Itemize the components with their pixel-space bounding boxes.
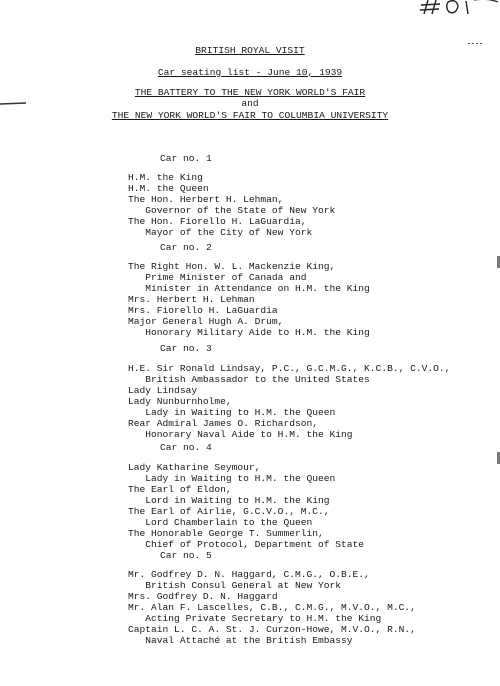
passenger-line: Lady Nunburnholme, [128, 396, 232, 407]
passenger-line: Lady in Waiting to H.M. the Queen [128, 473, 336, 484]
passenger-line: Mr. Godfrey D. N. Haggard, C.M.G., O.B.E., [128, 569, 370, 580]
passenger-line: Mayor of the City of New York [128, 227, 313, 238]
car-label: Car no. 1 [160, 153, 212, 164]
car-label: Car no. 5 [160, 550, 212, 561]
passenger-line: Chief of Protocol, Department of State [128, 539, 365, 550]
document-subtitle: Car seating list - June 10, 1939 [157, 67, 343, 78]
passenger-line: H.M. the Queen [128, 183, 209, 194]
route-conjunction: and [241, 98, 259, 109]
passenger-line: Mrs. Fiorello H. LaGuardia [128, 305, 278, 316]
passenger-line: Naval Attaché at the British Embassy [128, 635, 353, 646]
route-heading-2: THE NEW YORK WORLD'S FAIR TO COLUMBIA UNIVERSITY [111, 110, 389, 121]
passenger-line: British Consul General at New York [128, 580, 342, 591]
passenger-line: Honorary Military Aide to H.M. the King [128, 327, 370, 338]
passenger-line: The Honorable George T. Summerlin, [128, 528, 324, 539]
handwritten-mark [418, 0, 500, 18]
passenger-line: The Earl of Eldon, [128, 484, 232, 495]
passenger-line: H.E. Sir Ronald Lindsay, P.C., G.C.M.G., K.C.B., C.V.O., [128, 363, 451, 374]
passenger-line: The Hon. Fiorello H. LaGuardia, [128, 216, 307, 227]
passenger-line: Mrs. Herbert H. Lehman [128, 294, 255, 305]
route-heading-1: THE BATTERY TO THE NEW YORK WORLD'S FAIR [134, 87, 366, 98]
car-label: Car no. 3 [160, 343, 212, 354]
passenger-line: Captain L. C. A. St. J. Curzon-Howe, M.V.O., R.N., [128, 624, 416, 635]
passenger-line: Major General Hugh A. Drum, [128, 316, 284, 327]
passenger-line: Lord Chamberlain to the Queen [128, 517, 313, 528]
passenger-line: Honorary Naval Aide to H.M. the King [128, 429, 353, 440]
passenger-line: Lord in Waiting to H.M. the King [128, 495, 330, 506]
passenger-line: Rear Admiral James O. Richardson, [128, 418, 318, 429]
passenger-line: Governor of the State of New York [128, 205, 336, 216]
passenger-line: Mrs. Godfrey D. N. Haggard [128, 591, 278, 602]
passenger-line: Lady Lindsay [128, 385, 198, 396]
passenger-line: Prime Minister of Canada and [128, 272, 307, 283]
passenger-line: The Earl of Airlie, G.C.V.O., M.C., [128, 506, 330, 517]
document-title: BRITISH ROYAL VISIT [195, 45, 305, 56]
passenger-line: The Hon. Herbert H. Lehman, [128, 194, 284, 205]
car-label: Car no. 4 [160, 442, 212, 453]
passenger-line: Lady Katharine Seymour, [128, 462, 261, 473]
passenger-line: Mr. Alan F. Lascelles, C.B., C.M.G., M.V.O., M.C., [128, 602, 416, 613]
passenger-line: H.M. the King [128, 172, 203, 183]
passenger-line: Acting Private Secretary to H.M. the King [128, 613, 382, 624]
passenger-line: The Right Hon. W. L. Mackenzie King, [128, 261, 336, 272]
passenger-line: Minister in Attendance on H.M. the King [128, 283, 370, 294]
passenger-line: British Ambassador to the United States [128, 374, 370, 385]
car-label: Car no. 2 [160, 242, 212, 253]
passenger-line: Lady in Waiting to H.M. the Queen [128, 407, 336, 418]
